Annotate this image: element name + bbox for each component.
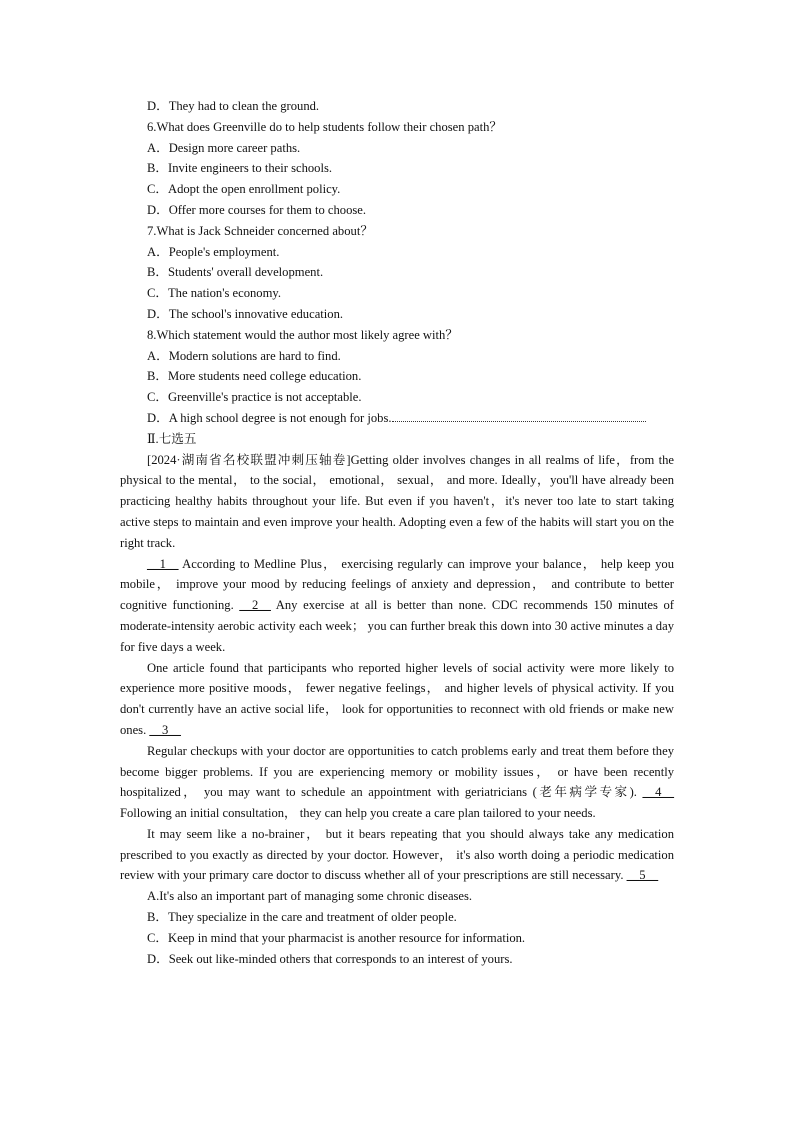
q8-option-c: C．Greenville's practice is not acceptable. xyxy=(147,390,362,405)
choice-d: D．Seek out like-minded others that corresponds to an interest of yours. xyxy=(147,951,513,966)
q8-option-d-row xyxy=(120,408,674,429)
q7-stem: 7.What is Jack Schneider concerned about？ xyxy=(147,223,373,238)
choice-a: A.It's also an important part of managing some chronic diseases. xyxy=(147,889,473,904)
q8-option-d: D．A high school degree is not enough for jobs. xyxy=(147,410,392,425)
q6-stem: 6.What does Greenville do to help students follow their chosen path？ xyxy=(147,119,502,134)
passage-paragraph-2-text-b: Any exercise at all is better than none. CDC recommends 150 minutes of moderate-intensity aerobic activity each week； you can further break this down into 30 active minutes a day for five days a week. xyxy=(120,598,674,654)
blank-4: __4__ xyxy=(642,785,674,800)
q7-option-d: D．The school's innovative education. xyxy=(147,306,344,321)
passage-paragraph-4-text-a: Regular checkups with your doctor are opportunities to catch problems early and treat them before they become bigger problems. If you are experiencing memory or mobility issues， or have been recently hospitalized， you may want to schedule an appointment with geriatricians (老年病学专家). xyxy=(120,743,674,800)
q6-option-d: D．Offer more courses for them to choose. xyxy=(147,202,367,217)
passage-paragraph-2-text-a: According to Medline Plus， exercising regularly can improve your balance， help keep you mobile， improve your mood by reducing feelings of anxiety and depression， and contribute to better cognitive functioning. xyxy=(120,556,674,613)
passage-paragraph-4 xyxy=(120,741,674,824)
dotted-divider xyxy=(392,409,646,422)
q7-option-c: C．The nation's economy. xyxy=(147,286,282,301)
passage-paragraph-3 xyxy=(120,658,674,741)
q7-option-a: A．People's employment. xyxy=(147,244,280,259)
passage-paragraph-4-text-b: Following an initial consultation， they can help you create a care plan tailored to your needs. xyxy=(120,806,596,821)
choice-b: B．They specialize in the care and treatment of older people. xyxy=(147,910,457,925)
passage-paragraph-1: [2024·湖南省名校联盟冲刺压轴卷]Getting older involves changes in all realms of life，from the physical to the mental， to the social， emotional， sexual， and more. Ideally，you'll have already been practicing healthy habits throughout your life. But even if you haven't，it's never too late to start taking active steps to maintain and even improve your health. Adopting even a few of the habits will start you on the right track. xyxy=(120,452,674,550)
section-title: Ⅱ.七选五 xyxy=(147,431,197,446)
blank-2: __2__ xyxy=(239,598,271,613)
q8-option-a: A．Modern solutions are hard to find. xyxy=(147,348,341,363)
q8-option-b: B．More students need college education. xyxy=(147,369,362,384)
blank-5: __5__ xyxy=(626,868,659,883)
passage-paragraph-5 xyxy=(120,824,674,886)
passage-paragraph-5-text: It may seem like a no-brainer， but it bears repeating that you should always take any medication prescribed to you exactly as directed by your doctor. However， it's also worth doing a periodic medication review with your primary care doctor to discuss whether all of your prescriptions are still necessary. xyxy=(120,826,674,883)
blank-1: __1__ xyxy=(147,556,179,571)
choice-c: C．Keep in mind that your pharmacist is another resource for information. xyxy=(147,930,526,945)
q7-option-b: B．Students' overall development. xyxy=(147,265,324,280)
blank-3: __3__ xyxy=(149,722,181,737)
q6-option-c: C．Adopt the open enrollment policy. xyxy=(147,182,341,197)
document-page xyxy=(120,96,674,969)
passage-paragraph-3-text: One article found that participants who reported higher levels of social activity were more likely to experience more positive moods， fewer negative feelings， and higher levels of physical activity. If you don't currently have an active social life， look for opportunities to reconnect with old friends or make new ones. xyxy=(120,660,674,737)
q6-option-b: B．Invite engineers to their schools. xyxy=(147,161,333,176)
passage-paragraph-2 xyxy=(120,554,674,658)
q8-stem: 8.Which statement would the author most likely agree with？ xyxy=(147,327,458,342)
q6-option-a: A．Design more career paths. xyxy=(147,140,301,155)
q5-option-d: D．They had to clean the ground. xyxy=(147,99,320,113)
